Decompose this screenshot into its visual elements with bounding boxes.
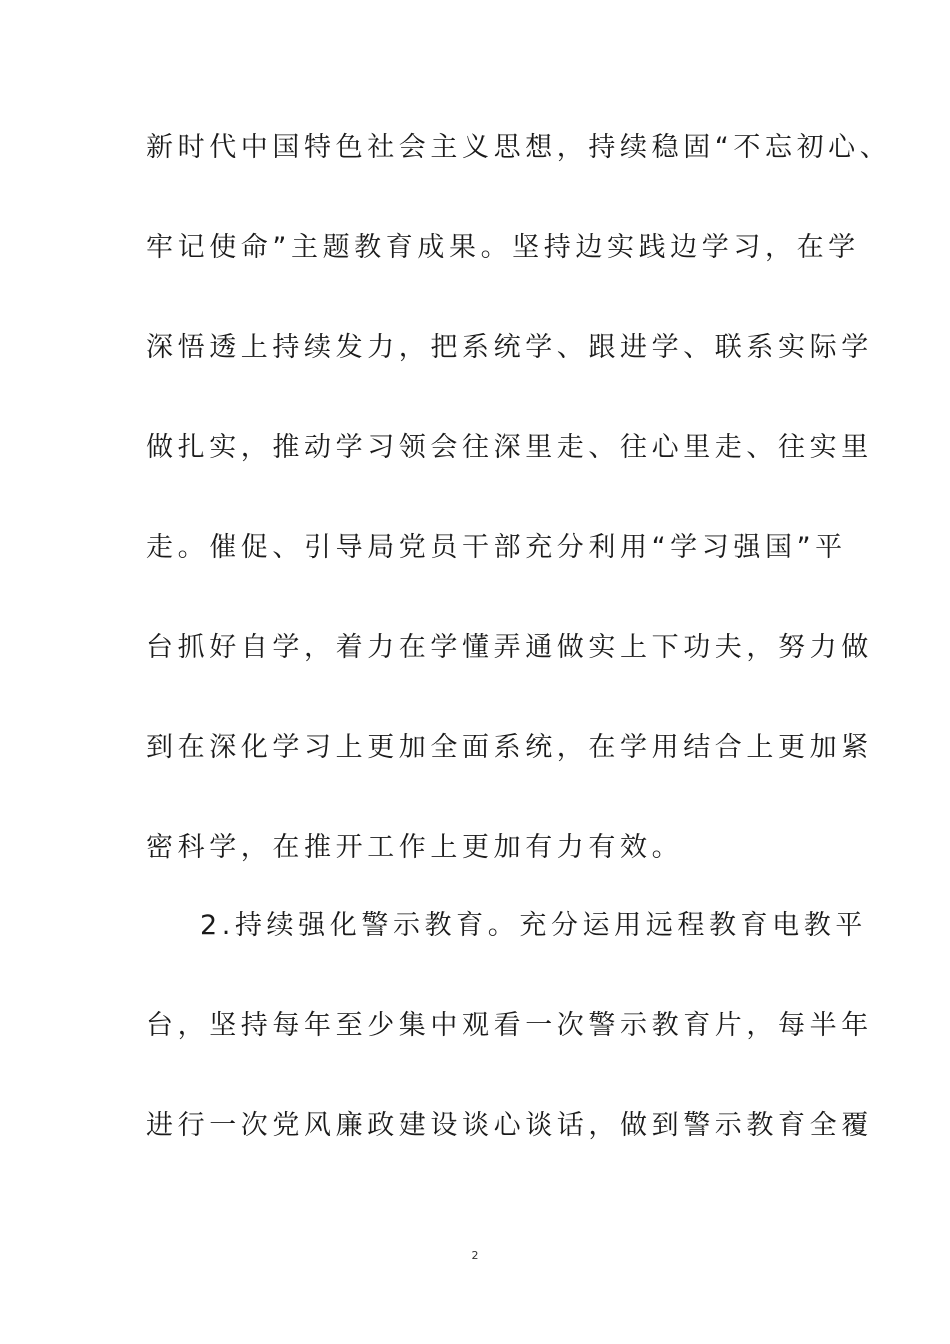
body-text-line: 密科学，在推开工作上更加有力有效。 — [146, 832, 684, 863]
body-text-line: 到在深化学习上更加全面系统，在学用结合上更加紧 — [146, 732, 873, 763]
body-text-line: 台抓好自学，着力在学懂弄通做实上下功夫，努力做 — [146, 632, 873, 663]
body-text-line: 做扎实，推动学习领会往深里走、往心里走、往实里 — [146, 432, 873, 463]
body-text-line: 台，坚持每年至少集中观看一次警示教育片，每半年 — [146, 1010, 873, 1041]
body-text-line: 深悟透上持续发力，把系统学、跟进学、联系实际学 — [146, 332, 873, 363]
paragraph-start-line: 2.持续强化警示教育。充分运用远程教育电教平 — [200, 910, 867, 941]
body-text-line: 新时代中国特色社会主义思想，持续稳固“不忘初心、 — [146, 132, 892, 163]
body-text-line: 牢记使命”主题教育成果。坚持边实践边学习，在学 — [146, 232, 860, 263]
body-text-line: 走。催促、引导局党员干部充分利用“学习强国”平 — [146, 532, 847, 563]
body-text-line: 进行一次党风廉政建设谈心谈话，做到警示教育全覆 — [146, 1110, 873, 1141]
page-number: 2 — [471, 1249, 479, 1262]
